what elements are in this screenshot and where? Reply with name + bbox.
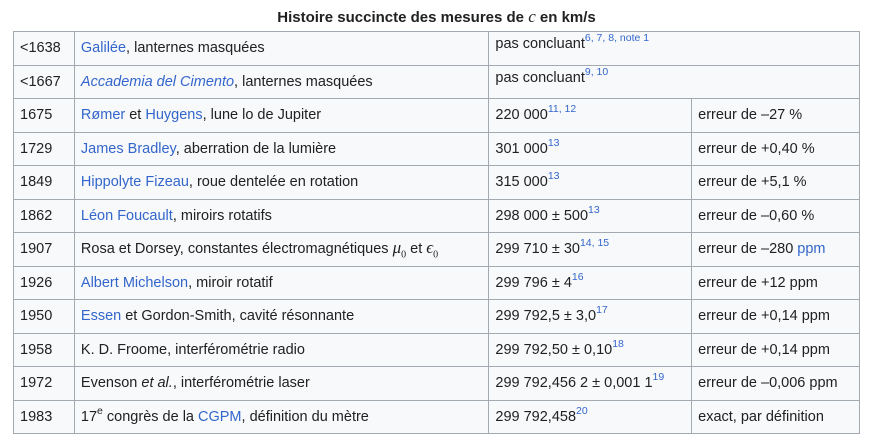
table-row <box>14 266 860 300</box>
value-text: 301 000 <box>495 140 548 157</box>
table-row <box>14 300 860 334</box>
math-subscript: 0 <box>433 249 439 261</box>
description-text: , lanternes masquées <box>126 40 265 57</box>
value-cell <box>489 300 692 334</box>
value-cell <box>489 99 692 133</box>
reference-link[interactable]: 18 <box>612 337 624 350</box>
error-cell <box>692 300 860 334</box>
value-cell <box>489 233 692 267</box>
reference-link[interactable]: 16 <box>571 270 584 283</box>
error-cell <box>692 99 860 133</box>
caption-variable: c <box>528 7 536 26</box>
description-cell <box>74 300 488 334</box>
year-cell: 1926 <box>14 266 75 300</box>
error-cell <box>692 367 860 401</box>
wiki-link[interactable]: Galilée <box>80 40 127 57</box>
year-cell: 1983 <box>14 400 75 434</box>
error-cell <box>692 166 860 200</box>
description-cell <box>74 65 488 99</box>
description-text: 17 <box>80 408 98 425</box>
error-cell <box>692 233 860 267</box>
wiki-link[interactable]: Essen <box>80 308 122 325</box>
error-text: exact, par définition <box>698 408 824 425</box>
description-text: , lune lo de Jupiter <box>202 107 322 124</box>
description-text: , miroir rotatif <box>188 274 273 291</box>
value-text: 299 792,458 <box>495 408 577 425</box>
description-cell <box>74 32 488 66</box>
description-cell <box>74 166 488 200</box>
description-cell <box>74 266 488 300</box>
description-cell <box>74 400 488 434</box>
value-text: 220 000 <box>495 107 548 124</box>
year-cell: 1950 <box>14 300 75 334</box>
table-row <box>14 333 860 367</box>
reference-link[interactable]: 14, 15 <box>579 237 610 250</box>
description-cell <box>74 199 488 233</box>
wiki-link[interactable]: Albert Michelson <box>80 274 189 291</box>
table-row <box>14 166 860 200</box>
year-cell: <1638 <box>14 32 75 66</box>
table-row <box>14 367 860 401</box>
caption-suffix: en km/s <box>535 9 596 26</box>
math-letter: ϵ <box>426 238 434 258</box>
value-cell <box>489 266 692 300</box>
description-text: , définition du mètre <box>241 408 369 425</box>
value-cell <box>489 400 692 434</box>
description-cell <box>74 132 488 166</box>
error-cell <box>692 266 860 300</box>
description-cell <box>74 99 488 133</box>
table-row <box>14 32 860 66</box>
description-text: et <box>406 241 427 258</box>
year-cell: 1849 <box>14 166 75 200</box>
error-cell <box>692 333 860 367</box>
wiki-link[interactable]: Accademia del Cimento <box>80 73 235 90</box>
error-text: erreur de –280 <box>698 241 798 258</box>
math-symbol <box>426 238 439 261</box>
wiki-link[interactable]: CGPM <box>198 408 242 425</box>
table-row <box>14 199 860 233</box>
reference-link[interactable]: 13 <box>547 136 560 149</box>
value-cell <box>489 199 692 233</box>
value-cell <box>489 367 692 401</box>
error-text: erreur de +5,1 % <box>698 174 807 191</box>
description-text: , lanternes masquées <box>234 73 373 90</box>
year-cell: 1907 <box>14 233 75 267</box>
error-cell <box>692 400 860 434</box>
table-row <box>14 233 860 267</box>
year-cell: 1862 <box>14 199 75 233</box>
table-row <box>14 132 860 166</box>
description-text: K. D. Froome, interférométrie radio <box>80 341 305 358</box>
description-text: et Gordon-Smith, cavité résonnante <box>121 308 355 325</box>
value-text: 299 792,50 ± 0,10 <box>495 341 613 358</box>
description-cell <box>74 367 488 401</box>
description-text: Evenson <box>80 375 142 392</box>
math-symbol <box>392 238 407 261</box>
description-cell <box>74 233 488 267</box>
wiki-link[interactable]: Hippolyte Fizeau <box>80 174 189 191</box>
table-caption <box>0 0 873 28</box>
year-cell: <1667 <box>14 65 75 99</box>
description-text: , miroirs rotatifs <box>172 207 272 224</box>
caption-prefix: Histoire succincte des mesures de <box>277 9 529 26</box>
description-text: congrès de la <box>102 408 199 425</box>
reference-link[interactable]: 11, 12 <box>547 103 577 116</box>
description-text: et al. <box>141 375 173 392</box>
description-text: , aberration de la lumière <box>175 140 337 157</box>
description-text: Rosa et Dorsey, constantes électromagnétiques <box>80 241 393 258</box>
error-text: erreur de –0,006 ppm <box>698 375 838 392</box>
reference-link[interactable]: 6, 7, 8, note 1 <box>584 32 650 44</box>
value-text: pas concluant <box>495 36 585 52</box>
table-row <box>14 65 860 99</box>
wiki-link[interactable]: Rømer <box>80 107 126 124</box>
value-cell <box>489 132 692 166</box>
ppm-link[interactable]: ppm <box>797 241 826 258</box>
value-cell <box>489 333 692 367</box>
reference-link[interactable]: 19 <box>652 371 665 384</box>
error-text: erreur de +0,40 % <box>698 140 815 157</box>
value-cell <box>489 65 860 99</box>
wiki-link[interactable]: Huygens <box>145 107 203 124</box>
error-text: erreur de –0,60 % <box>698 207 815 224</box>
ordinal-suffix: e <box>97 404 103 417</box>
value-text: 299 796 ± 4 <box>495 274 572 291</box>
table-body <box>14 32 860 434</box>
error-cell <box>692 132 860 166</box>
reference-link[interactable]: 13 <box>547 170 560 183</box>
error-text: erreur de +12 ppm <box>698 274 818 291</box>
value-text: 299 792,456 2 ± 0,001 1 <box>495 375 653 392</box>
reference-link[interactable]: 9, 10 <box>584 65 609 78</box>
error-text: erreur de –27 % <box>698 107 803 124</box>
value-text: 299 792,5 ± 3,0 <box>495 308 597 325</box>
reference-link[interactable]: 20 <box>576 404 588 417</box>
value-text: 315 000 <box>495 174 548 191</box>
value-cell <box>489 32 860 66</box>
year-cell: 1958 <box>14 333 75 367</box>
table-row <box>14 400 860 434</box>
math-subscript: 0 <box>401 249 407 261</box>
description-text: , interférométrie laser <box>172 375 310 392</box>
wiki-link[interactable]: Léon Foucault <box>80 207 173 224</box>
description-text: et <box>125 107 146 124</box>
math-letter: μ <box>392 238 402 258</box>
value-cell <box>489 166 692 200</box>
wiki-link[interactable]: James Bradley <box>80 140 176 157</box>
table-row <box>14 99 860 133</box>
reference-link[interactable]: 13 <box>588 203 600 216</box>
year-cell: 1972 <box>14 367 75 401</box>
error-cell <box>692 199 860 233</box>
value-text: pas concluant <box>495 69 585 86</box>
measurements-table <box>13 31 860 434</box>
year-cell: 1675 <box>14 99 75 133</box>
value-text: 298 000 ± 500 <box>495 207 589 224</box>
value-text: 299 710 ± 30 <box>495 241 580 258</box>
description-text: , roue dentelée en rotation <box>188 174 359 191</box>
year-cell: 1729 <box>14 132 75 166</box>
description-cell <box>74 333 488 367</box>
reference-link[interactable]: 17 <box>596 304 608 317</box>
error-text: erreur de +0,14 ppm <box>698 308 830 325</box>
error-text: erreur de +0,14 ppm <box>698 341 830 358</box>
